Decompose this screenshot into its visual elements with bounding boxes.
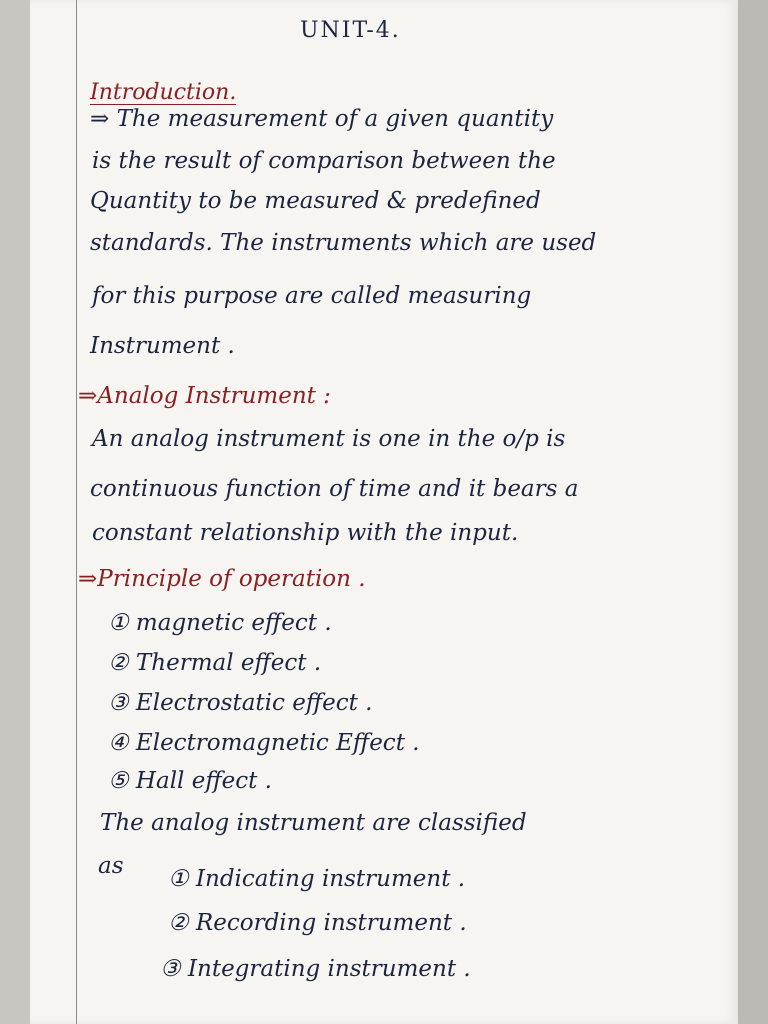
classification-as: as (98, 853, 124, 879)
intro-line-4: standards. The instruments which are used (90, 230, 597, 256)
intro-line-1: ⇒ The measurement of a given quantity (90, 106, 554, 132)
classification-item-1: ① Indicating instrument . (168, 866, 466, 892)
classification-item-3: ③ Integrating instrument . (160, 956, 471, 982)
principle-item-5: ⑤ Hall effect . (108, 768, 272, 794)
margin-line (76, 0, 77, 1024)
unit-title: UNIT-4. (300, 18, 401, 43)
principle-item-3: ③ Electrostatic effect . (108, 690, 373, 716)
analog-line-3: constant relationship with the input. (92, 520, 519, 546)
intro-line-3: Quantity to be measured & predefined (90, 188, 541, 214)
analog-heading: ⇒Analog Instrument : (78, 383, 331, 409)
intro-line-5: for this purpose are called measuring (92, 283, 532, 309)
principle-item-4: ④ Electromagnetic Effect . (108, 730, 420, 756)
analog-line-1: An analog instrument is one in the o/p is (92, 426, 566, 452)
principle-item-2: ② Thermal effect . (108, 650, 322, 676)
principle-item-1: ① magnetic effect . (108, 610, 332, 636)
classification-line: The analog instrument are classified (100, 810, 527, 836)
principle-heading: ⇒Principle of operation . (78, 566, 366, 592)
classification-item-2: ② Recording instrument . (168, 910, 467, 936)
analog-line-2: continuous function of time and it bears a (90, 476, 579, 502)
intro-heading: Introduction. (90, 80, 237, 105)
page-edge-shadow (738, 0, 768, 1024)
intro-line-2: is the result of comparison between the (92, 148, 556, 174)
intro-line-6: Instrument . (90, 333, 235, 359)
